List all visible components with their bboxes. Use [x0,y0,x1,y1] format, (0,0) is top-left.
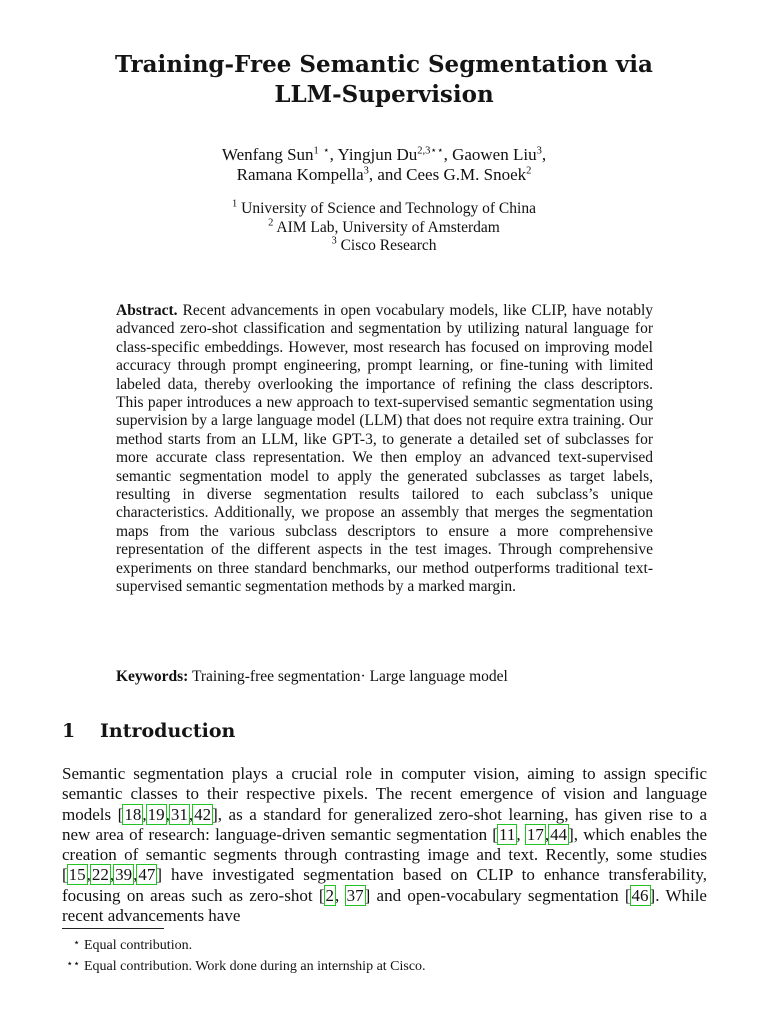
affiliation-item [0,219,768,238]
intro-text: ], as a standard for generalized zero-shot learning, has given rise to a new area of research: language-driven semantic segmentation [ [62,804,707,844]
author-name: Wenfang Sun [221,145,314,164]
intro-text: ] have investigated segmentation based on CLIP to enhance transferability, focusing on areas such as zero-shot [ [62,865,707,905]
footnote-mark: ⋆ [73,937,80,949]
citation-link[interactable]: 44 [550,824,568,844]
title-line-1: Training-Free Semantic Segmentation via [115,51,653,78]
affiliation-text: Cisco Research [340,237,437,254]
intro-text: ] and open-vocabulary segmentation [ [364,885,631,905]
citation-link[interactable]: 17 [526,824,544,844]
affiliation-text: University of Science and Technology of China [241,200,536,217]
equal-contribution-mark: ⋆ [323,145,330,157]
abstract-text: Recent advancements in open vocabulary models, like CLIP, have notably advanced zero-shot classification and segmentation by utilizing natural language for class-specific embeddings. However, most research has focused on improving model accuracy through prompt engineering, prompt learning, or fine-tuning with limited labeled data, thereby overlooking the importance of refining the class descriptors. This paper introduces a new approach to text-supervised semantic segmentation using supervision by a large language model (LLM) that does not require extra training. Our method starts from an LLM, like GPT-3, to generate a detailed set of subclasses for more accurate class representation. We then employ an advanced text-supervised semantic segmentation model to apply the generated subclasses as target labels, resulting in diverse segmentation results tailored to each subclass’s unique characteristics. Additionally, we propose an assembly that merges the segmentation maps from the various subclass descriptors to ensure a more comprehensive representation of the different aspects in the test images. Through comprehensive experiments on three standard benchmarks, our method outperforms traditional text-supervised semantic segmentation methods by a marked margin. [116,302,654,596]
keywords-text: Training-free segmentation· Large language model [191,668,508,685]
intro-text: ]. While recent advancements have [62,885,707,926]
author-affil-mark: 3 [536,145,542,157]
footnote-mark: ⋆⋆ [66,957,80,970]
intro-text: ], which enables the creation of semantic segments through contrasting image and text. Recently, some studies [ [62,824,708,885]
author-line-1: Wenfang Sun$^1$ ⋆, Yingjun $Du^{2,3⋆⋆}$, Gaowen Liu$^3$, [221,145,547,164]
author-affil-mark: 1 [313,145,319,157]
author-list [0,145,768,185]
intro-text: Semantic segmentation plays a crucial role in computer vision, aiming to assign specific semantic classes to their respective pixels. The recent emergence of vision and language models [ [62,764,707,824]
paper-title [0,50,768,110]
title-line-2: LLM-Supervision [274,81,494,108]
citation-link[interactable]: 19 [147,804,165,824]
affiliation-list [0,200,768,256]
citation-link[interactable]: 39 [115,865,133,885]
author-line-2: Ramana Kompella$^3$, and Cees G.M. Snoek$^2$ [236,165,532,184]
citation-link[interactable]: 18 [124,804,142,824]
affiliation-number: 2 [268,217,274,229]
footnote-item [62,955,707,976]
footnotes [62,934,707,976]
abstract [116,302,653,597]
citation-link[interactable]: 47 [138,865,156,885]
author-affil-mark: 2 [526,165,532,177]
author-affil-mark: 2,3⋆⋆ [417,145,444,157]
affiliation-item [0,200,768,219]
section-heading [62,719,712,743]
footnote-text: Equal contribution. [84,937,193,953]
author-connector: and [377,165,402,184]
section-title: Introduction [100,720,236,742]
citation-link[interactable]: 22 [91,865,109,885]
author-name: Ramana Kompella [236,165,364,184]
footnote-divider [62,928,164,929]
author-name: Yingjun Du [337,145,418,164]
citation-link[interactable]: 46 [631,885,649,905]
affiliation-item [0,237,768,256]
citation-link[interactable]: 15 [68,865,86,885]
affiliation-number: 3 [331,235,337,247]
citation-link[interactable]: 31 [170,804,188,824]
abstract-label: Abstract. [116,302,178,319]
footnote-item [62,934,707,955]
keywords [116,668,653,686]
introduction-paragraph: Semantic segmentation plays a crucial role in computer vision, aiming to assign specific semantic classes to their respective pixels. The recent emergence of vision and language models [18,19,31,42], as a standard for generalized zero-shot learning, has given rise to a new area of research: language-driven semantic segmentation [11, 17,44], which enables the creation of semantic segments through contrasting image and text. Recently, some studies [15,22,39,47] have investigated segmentation based on CLIP to enhance transferability, focusing on areas such as zero-shot [2, 37] and open-vocabulary segmentation [46]. While recent advancements have [62,764,708,926]
section-number: 1 [62,720,76,742]
citation-link[interactable]: 11 [498,824,516,844]
citation-link[interactable]: 2 [325,885,335,905]
affiliation-text: AIM Lab, University of Amsterdam [276,218,500,236]
citation-link[interactable]: 42 [194,804,212,824]
citation-link[interactable]: 37 [346,885,364,905]
footnote-text: Equal contribution. Work done during an internship at Cisco. [84,958,426,974]
keywords-label: Keywords: [116,668,189,685]
author-affil-mark: 3 [363,165,369,177]
affiliation-number: 1 [232,198,238,210]
author-name: Gaowen Liu [452,145,537,164]
author-name: Cees G.M. Snoek [406,165,527,184]
